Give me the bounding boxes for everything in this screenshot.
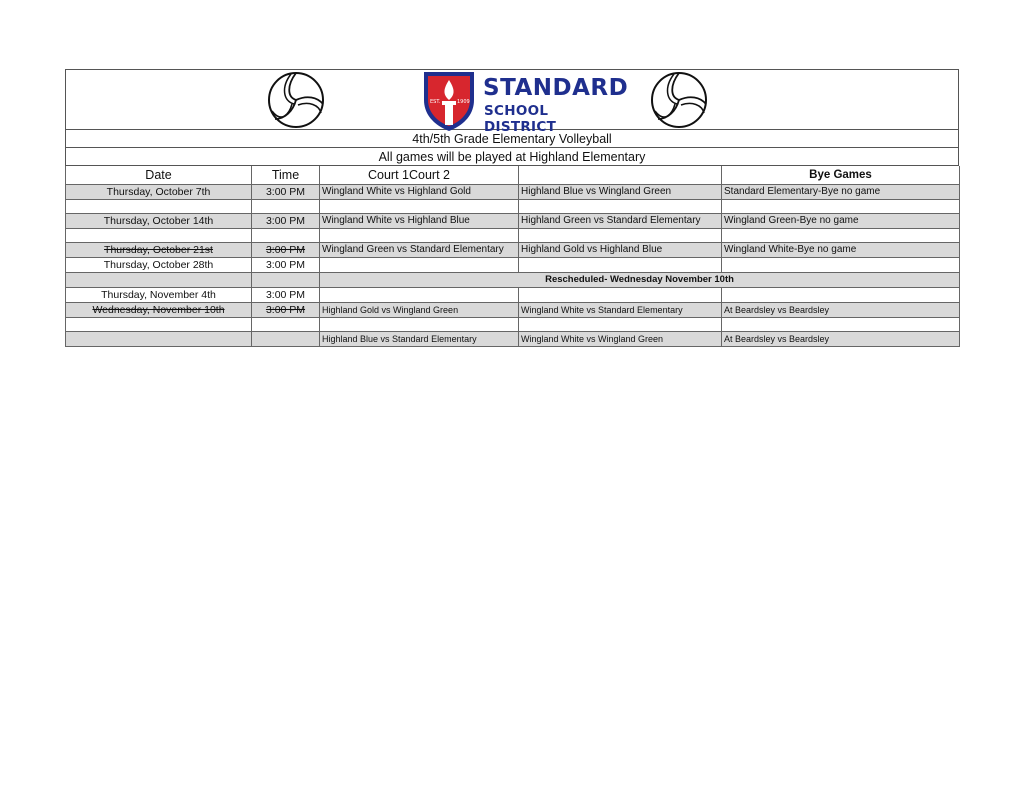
schedule-sheet (65, 69, 959, 347)
header-bye: Bye Games (722, 166, 960, 185)
schedule-table (65, 166, 960, 347)
header-date: Date (66, 166, 252, 185)
court2-cell: Wingland White vs Wingland Green (519, 332, 722, 347)
time-cell: 3:00 PM (252, 288, 320, 303)
date-cell: Thursday, November 4th (66, 288, 252, 303)
court2-cell: Highland Blue vs Wingland Green (519, 185, 722, 200)
header-courts: Court 1Court 2 (320, 166, 519, 185)
date-cell: Thursday, October 21st (66, 243, 252, 258)
table-row (66, 288, 960, 303)
header-logo-row (65, 69, 959, 135)
court2-cell: Highland Gold vs Highland Blue (519, 243, 722, 258)
date-cell: Wednesday, November 10th (66, 303, 252, 318)
table-row (66, 303, 960, 318)
header-empty (519, 166, 722, 185)
logo-est-right: 1909 (457, 99, 470, 105)
table-row (66, 243, 960, 258)
table-row (66, 258, 960, 273)
district-logo (420, 70, 629, 135)
bye-cell: Standard Elementary-Bye no game (722, 185, 960, 200)
bye-cell: At Beardsley vs Beardsley (722, 332, 960, 347)
bye-cell: Wingland White-Bye no game (722, 243, 960, 258)
rescheduled-note: Rescheduled- Wednesday November 10th (320, 273, 960, 288)
rescheduled-row (66, 273, 960, 288)
table-row (66, 332, 960, 347)
time-cell: 3:00 PM (252, 185, 320, 200)
bye-cell: At Beardsley vs Beardsley (722, 303, 960, 318)
court1-cell: Highland Blue vs Standard Elementary (320, 332, 519, 347)
court2-cell: Wingland White vs Standard Elementary (519, 303, 722, 318)
court2-cell: Highland Green vs Standard Elementary (519, 214, 722, 229)
spacer-row (66, 229, 960, 243)
header-time: Time (252, 166, 320, 185)
time-cell: 3:00 PM (252, 214, 320, 229)
court1-cell: Wingland Green vs Standard Elementary (320, 243, 519, 258)
table-row (66, 185, 960, 200)
torch-shield-icon (420, 70, 478, 132)
court1-cell: Wingland White vs Highland Blue (320, 214, 519, 229)
date-cell: Thursday, October 7th (66, 185, 252, 200)
time-cell: 3:00 PM (252, 303, 320, 318)
table-header-row (66, 166, 960, 185)
court1-cell: Wingland White vs Highland Gold (320, 185, 519, 200)
schedule-subtitle: All games will be played at Highland Elementary (65, 148, 959, 166)
time-cell: 3:00 PM (252, 258, 320, 273)
volleyball-icon (267, 71, 325, 129)
logo-est-left: EST. (430, 99, 441, 105)
time-cell: 3:00 PM (252, 243, 320, 258)
spacer-row (66, 200, 960, 214)
bye-cell: Wingland Green-Bye no game (722, 214, 960, 229)
date-cell: Thursday, October 28th (66, 258, 252, 273)
table-row (66, 214, 960, 229)
schedule-title: 4th/5th Grade Elementary Volleyball (65, 130, 959, 148)
logo-line2: SCHOOL DISTRICT (484, 103, 557, 135)
spacer-row (66, 318, 960, 332)
court1-cell: Highland Gold vs Wingland Green (320, 303, 519, 318)
volleyball-icon (650, 71, 708, 129)
logo-line1: STANDARD (483, 75, 629, 101)
date-cell: Thursday, October 14th (66, 214, 252, 229)
